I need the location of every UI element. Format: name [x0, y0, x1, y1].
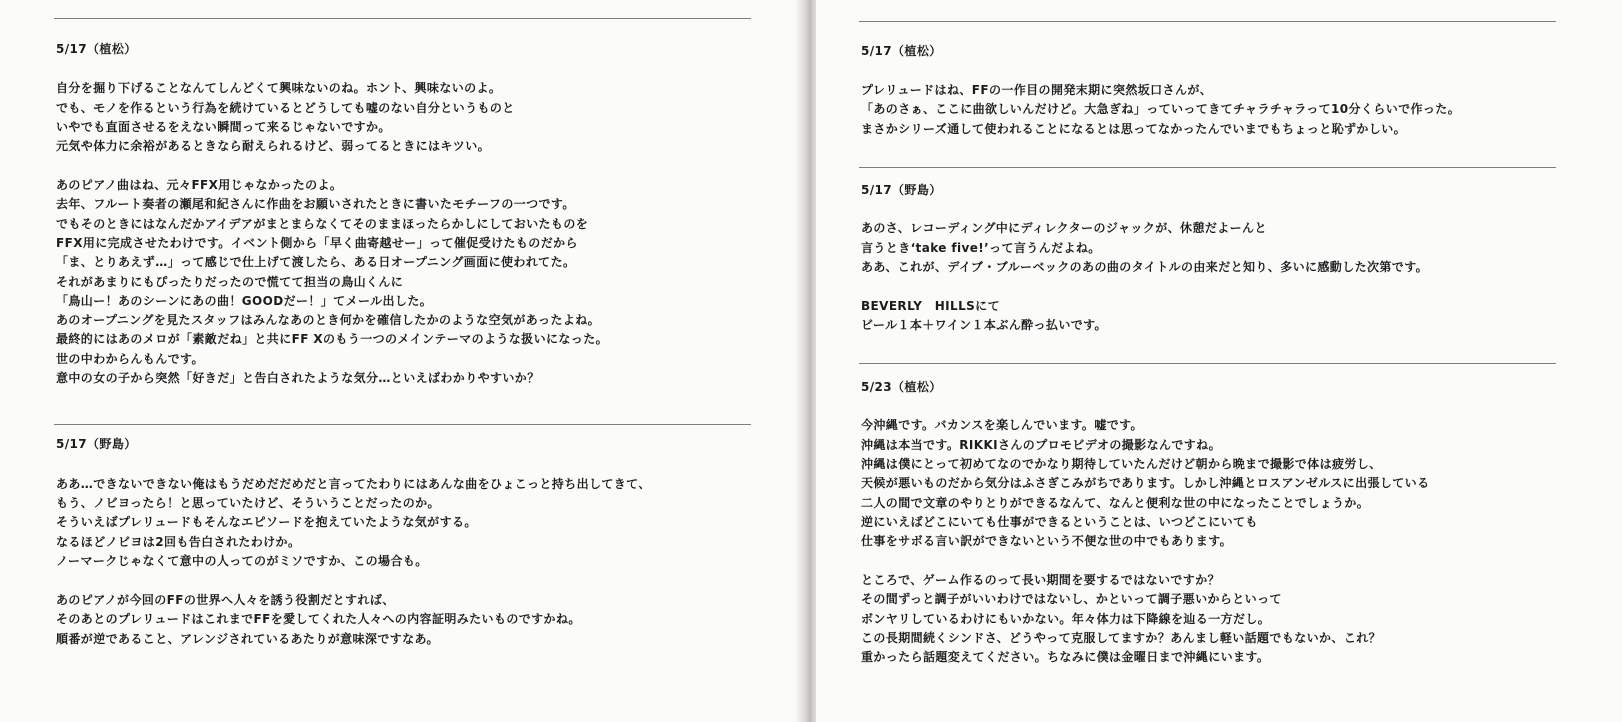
text-line: 仕事をサボる言い訳ができないという不便な世の中でもあります。	[861, 534, 1233, 548]
left-page	[0, 0, 808, 722]
text-line: 「ま、とりあえず…」って感じで仕上げて渡したら、ある日オープニング画面に使われてた。	[56, 255, 576, 269]
text-line: あのオープニングを見たスタッフはみんなあのとき何かを確信したかのような空気があったよね。	[56, 313, 601, 327]
text-line: いやでも直面させるをえない瞬間って来るじゃないですか。	[56, 120, 391, 134]
text-line: 世の中わからんもんです。	[56, 352, 204, 366]
text-line: なるほどノビヨは2回も告白されたわけか。	[56, 535, 301, 549]
text-line: 二人の間で文章のやりとりができるなんて、なんと便利な世の中になったことでしょうか。	[861, 496, 1370, 510]
entry-header: 5/17（野島）	[56, 437, 137, 451]
text-line: ボンヤリしているわけにもいかない。年々体力は下降線を辿る一方だし。	[861, 612, 1271, 626]
entry-divider	[54, 18, 751, 19]
text-line: あのピアノが今回のFFの世界へ人々を誘う役割だとすれば、	[56, 593, 395, 607]
text-line: 「鳥山ー！あのシーンにあの曲！GOODだー！」てメール出した。	[56, 294, 433, 308]
text-line: 今沖縄です。バカンスを楽しんでいます。嘘です。	[861, 418, 1143, 432]
text-line: 去年、フルート奏者の瀬尾和紀さんに作曲をお願いされたときに書いたモチーフの一つです。	[56, 197, 575, 211]
text-line: 順番が逆であること、アレンジされているあたりが意味深ですなあ。	[56, 632, 439, 646]
entry-header: 5/23（植松）	[861, 380, 942, 394]
entry-header: 5/17（野島）	[861, 183, 942, 197]
text-line: でもそのときにはなんだかアイデアがまとまらなくてそのままほったらかしにしておいたものを	[56, 217, 589, 231]
text-line: 重かったら話題変えてください。ちなみに僕は金曜日まで沖縄にいます。	[861, 650, 1270, 664]
entry-header: 5/17（植松）	[861, 44, 942, 58]
text-line: ビール１本＋ワイン１本ぶん酔っ払いです。	[861, 318, 1107, 332]
text-line: そのあとのプレリュードはこれまでFFを愛してくれた人々への内容証明みたいものですかね。	[56, 612, 581, 626]
text-line: そういえばプレリュードもそんなエピソードを抱えていたような気がする。	[56, 515, 477, 529]
text-line: FFX用に完成させたわけです。イベント側から「早く曲寄越せー」って催促受けたものだから	[56, 236, 578, 250]
entry-divider	[859, 363, 1556, 364]
text-line: でも、モノを作るという行為を続けているとどうしても嘘のない自分というものと	[56, 101, 515, 115]
text-line: ノーマークじゃなくて意中の人ってのがミソですか、この場合も。	[56, 554, 428, 568]
text-line: 沖縄は本当です。RIKKIさんのプロモビデオの撮影なんですね。	[861, 438, 1221, 452]
text-line: その間ずっと調子がいいわけではないし、かといって調子悪いからといって	[861, 592, 1282, 606]
text-line: ああ…できないできない俺はもうだめだだめだと言ってたわりにはあんな曲をひょこっと持ち出してきて、	[56, 477, 651, 491]
text-line: 自分を掘り下げることなんてしんどくて興味ないのね。ホント、興味ないのよ。	[56, 81, 502, 95]
text-line: 元気や体力に余裕があるときなら耐えられるけど、弱ってるときにはキツい。	[56, 139, 491, 153]
text-line: あのピアノ曲はね、元々FFX用じゃなかったのよ。	[56, 178, 343, 192]
text-line: この長期間続くシンドさ、どうやって克服してますか？あんまし軽い話題でもないか、これ？	[861, 631, 1382, 645]
text-line: まさかシリーズ通して使われることになるとは思ってなかったんでいまでもちょっと恥ずかしい。	[861, 122, 1407, 136]
text-line: あのさ、レコーディング中にディレクターのジャックが、休憩だよーんと	[861, 221, 1267, 235]
text-line: ああ、これが、デイブ・ブルーベックのあの曲のタイトルの由来だと知り、多いに感動した次第です。	[861, 260, 1429, 274]
text-line: 逆にいえばどこにいても仕事ができるということは、いつどこにいても	[861, 515, 1258, 529]
text-line: 天候が悪いものだから気分はふさぎこみがちであります。しかし沖縄とロスアンゼルスに出張している	[861, 476, 1430, 490]
text-line: 意中の女の子から突然「好きだ」と告白されたような気分…といえばわかりやすいか？	[56, 371, 540, 385]
right-page	[816, 0, 1622, 722]
text-line: 最終的にはあのメロが「素敵だね」と共にFF Xのもう一つのメインテーマのような扱いになった。	[56, 332, 608, 346]
text-line: ところで、ゲーム作るのって長い期間を要するではないですか？	[861, 573, 1221, 587]
text-line: BEVERLY HILLSにて	[861, 299, 1000, 313]
text-line: それがあまりにもぴったりだったので慌てて担当の鳥山くんに	[56, 275, 404, 289]
text-line: 「あのさぁ、ここに曲欲しいんだけど。大急ぎね」っていってきてチャラチャラって10分くらいで作った。	[861, 102, 1461, 116]
entry-divider	[859, 167, 1556, 168]
entry-divider	[859, 21, 1556, 22]
entry-divider	[54, 424, 751, 425]
text-line: 言うとき‘take five!’って言うんだよね。	[861, 241, 1101, 255]
entry-header: 5/17（植松）	[56, 42, 137, 56]
text-line: 沖縄は僕にとって初めてなのでかなり期待していたんだけど朝から晩まで撮影で体は疲労し、	[861, 457, 1382, 471]
text-line: プレリュードはね、FFの一作目の開発末期に突然坂口さんが、	[861, 83, 1213, 97]
text-line: もう、ノビヨったら！と思っていたけど、そういうことだったのか。	[56, 496, 440, 510]
